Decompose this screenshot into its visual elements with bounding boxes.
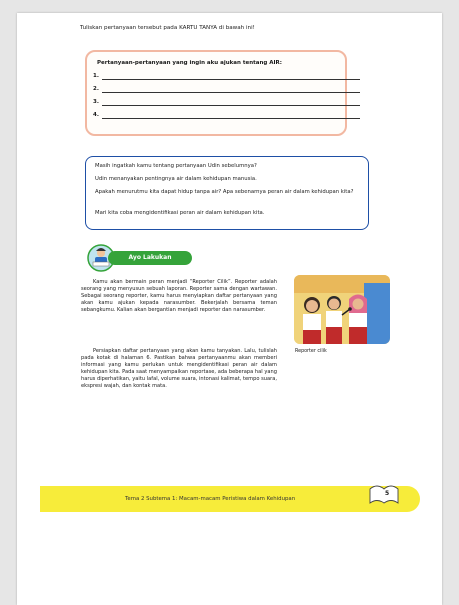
question-number: 2. bbox=[93, 86, 99, 92]
info-line: Mari kita coba mengidentifikasi peran air dalam kehidupan kita. bbox=[95, 210, 265, 216]
question-number: 4. bbox=[93, 112, 99, 118]
question-line-4[interactable] bbox=[93, 112, 99, 118]
info-box bbox=[85, 156, 369, 230]
footer-text: Tema 2 Subtema 1: Macam-macam Peristiwa dalam Kehidupan bbox=[125, 496, 296, 502]
info-line: Apakah menurutmu kita dapat hidup tanpa air? Apa sebenarnya peran air dalam kehidupan kita? bbox=[95, 189, 354, 195]
question-number: 3. bbox=[93, 99, 99, 105]
question-card-title: Pertanyaan-pertanyaan yang ingin aku ajukan tentang AIR: bbox=[97, 60, 282, 66]
question-line-1[interactable] bbox=[93, 73, 99, 79]
question-line-2[interactable] bbox=[93, 86, 99, 92]
question-line-3[interactable] bbox=[93, 99, 99, 105]
question-card bbox=[85, 50, 347, 136]
info-line: Masih ingatkah kamu tentang pertanyaan Udin sebelumnya? bbox=[95, 163, 257, 169]
page-number-book-icon bbox=[364, 479, 404, 509]
section-label: Ayo Lakukan bbox=[108, 251, 192, 265]
paragraph-2: Persiapkan daftar pertanyaan yang akan kamu tanyakan. Lalu, tulislah pada kotak di halaman 6. Pastikan bahwa pertanyaanmu akan memberi informasi yang kamu perlukan untuk mengidentifikasi peran air dalam kehidupan kita. Pada saat menyampaikan reportase, ada beberapa hal yang harus diperhatikan, yaitu lafal, volume suara, intonasi kalimat, tempo suara, ekspresi wajah, dan kontak mata. bbox=[81, 348, 277, 389]
photo-caption: Reporter cilik bbox=[295, 349, 327, 354]
page-number: 5 bbox=[385, 490, 390, 497]
instruction-text: Tuliskan pertanyaan tersebut pada KARTU TANYA di bawah ini! bbox=[80, 25, 255, 31]
paragraph-1: Kamu akan bermain peran menjadi “Reporter Cilik”. Reporter adalah seorang yang menyusun sebuah laporan. Reporter sama dengan wartawan. Sebagai seorang reporter, kamu harus menyiapkan daftar pertanyaan yang akan kamu ajukan kepada narasumber. Bekerjalah bersama teman sebangkumu. Kalian akan bergantian menjadi reporter dan narasumber. bbox=[81, 279, 277, 313]
question-number: 1. bbox=[93, 73, 99, 79]
reporter-photo bbox=[294, 275, 390, 344]
info-line: Udin menanyakan pentingnya air dalam kehidupan manusia. bbox=[95, 176, 257, 182]
